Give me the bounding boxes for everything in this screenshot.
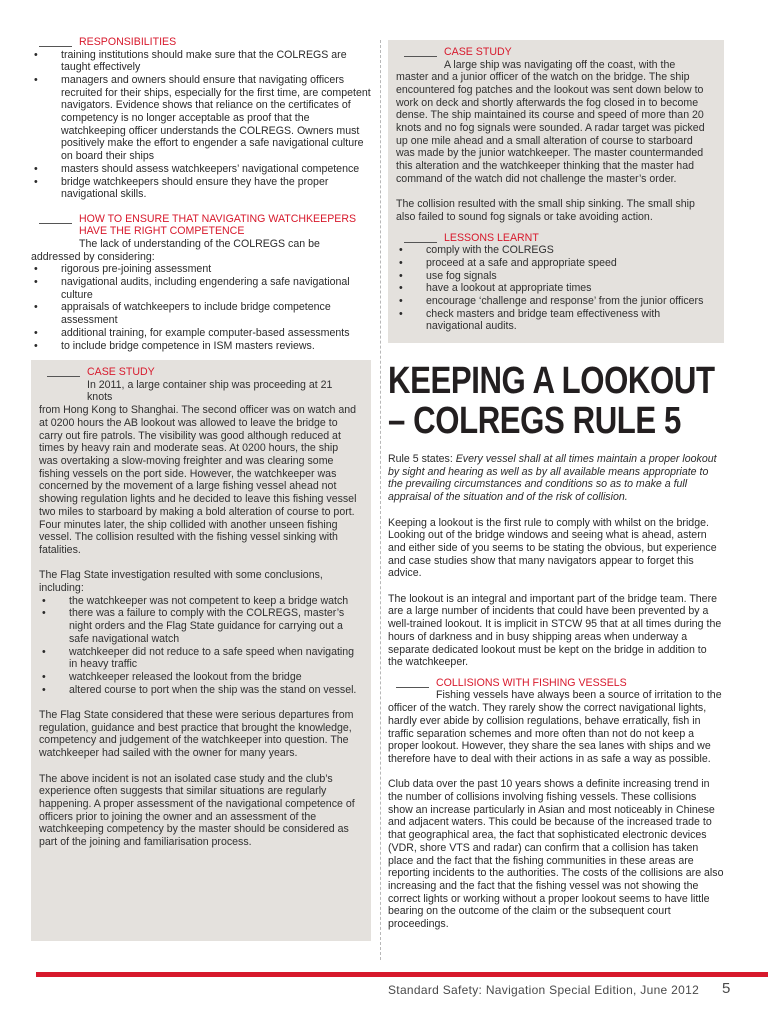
competence-list xyxy=(31,263,371,352)
rule5-paragraph xyxy=(388,453,724,504)
conclusions-list xyxy=(39,595,359,697)
case-study-para3: The Flag State considered that these were serious departures from regulation, guidance and best practice that brought the knowledge, competency and judgement of the watchkeeper into question. The watchkeeper had sailed with the owner for many years. xyxy=(39,709,354,760)
competence-intro-rest: addressed by considering: xyxy=(31,250,155,263)
lessons-heading: LESSONS LEARNT xyxy=(396,232,712,245)
case-study-box-left xyxy=(31,360,371,940)
case-study-para1: master and a junior officer of the watch on the bridge. The ship encountered fog patches and the lookout was sent down below to work on deck and shortly afterwards the fog closed in to become dense. The ship maintained its course and speed of more than 20 knots and no fog signals were sounded. A radar target was picked up one mile ahead and a small alteration of course to starboard was made by the junior watchkeeper. The master countermanded this alteration and the watchkeeper thinking that the master had command of the watch did not challenge the master’s order. xyxy=(396,71,705,185)
page-title-line1: KEEPING A LOOKOUT xyxy=(388,360,715,403)
responsibilities-heading: RESPONSIBILITIES xyxy=(31,36,371,49)
list-item: • there was a failure to comply with the COLREGS, master’s night orders and the Flag State guidance for carrying out a safe navigational watch xyxy=(39,607,359,645)
list-item: • masters should assess watchkeepers’ navigational competence xyxy=(31,163,371,176)
list-item: • watchkeeper did not reduce to a safe speed when navigating in heavy traffic xyxy=(39,646,359,671)
case-study-para1-first: In 2011, a large container ship was proceeding at 21 knots xyxy=(87,378,333,404)
rule5-lead: Rule 5 states: xyxy=(388,453,456,466)
case-study-para1: from Hong Kong to Shanghai. The second officer was on watch and at 0200 hours the AB lookout was allowed to leave the bridge to carry out fire patrols. The visibility was good although reduced at times by heavy rain and moderate seas. At 0200 hours, the ship was overtaking a slow-moving freighter and was clearing some fishing vessels on the port side. However, the watchkeeper was concerned by the movement of a large fishing vessel ahead not showing regulation lights and he decided to leave this fishing vessel two miles to starboard by making a bold alteration of course to port. Four minutes later, the ship collided with another unseen fishing vessel. The collision resulted with the fishing vessel sinking with fatalities. xyxy=(39,404,357,556)
lookout-para2: The lookout is an integral and important part of the bridge team. There are a large number of incidents that could have been prevented by a well-trained lookout. It is implicit in STCW 95 that at all times during the hours of darkness and in busy shipping areas when underway a separate dedicated lookout must be kept on the bridge in addition to the watchkeeper. xyxy=(388,592,722,669)
list-item: • check masters and bridge team effectiveness with navigational audits. xyxy=(396,308,712,333)
list-item: • have a lookout at appropriate times xyxy=(396,282,712,295)
page-number: 5 xyxy=(722,980,731,997)
lessons-list xyxy=(396,244,712,333)
case-study-para2: The Flag State investigation resulted with some conclusions, including: xyxy=(39,569,323,594)
list-item: • watchkeeper released the lookout from the bridge xyxy=(39,671,359,684)
case-study-para1-first: A large ship was navigating off the coast, with the xyxy=(444,58,676,71)
fishing-heading: COLLISIONS WITH FISHING VESSELS xyxy=(388,677,724,690)
list-item: • proceed at a safe and appropriate speed xyxy=(396,257,712,270)
page-title-line2: – COLREGS RULE 5 xyxy=(388,400,681,443)
list-item: • managers and owners should ensure that navigating officers recruited for their ships, especially for the first time, are competent navigators. Evidence shows that reliance on the certificates of competency is no longer acceptable as proof that the watchkeeping officer understands the COLREGS. Owners must positively make the effort to engender a safe navigational culture on board their ships xyxy=(31,74,371,163)
list-item: • navigational audits, including engendering a safe navigational culture xyxy=(31,276,371,301)
list-item: • bridge watchkeepers should ensure they have the proper navigational skills. xyxy=(31,176,371,201)
fishing-para2: Club data over the past 10 years shows a definite increasing trend in the number of collisions involving fishing vessels. These collisions show an increase particularly in Asian and most noticeably in Chinese and adjacent waters. This could be because of the increased trade to that geographical area, the fact that sophisticated electronic devices (VDR, shore VTS and radar) can confirm that a collision has taken place and the fact that the fishing communities in these areas are reporting incidents to the authorities. The costs of the collisions are also increasing and the fact that the fishing vessel was not showing the correct lights or working without a proper lookout seems to have little bearing on the outcome of the claim or the subsequent court proceedings. xyxy=(388,778,724,931)
list-item: • altered course to port when the ship was the stand on vessel. xyxy=(39,684,359,697)
list-item: • to include bridge competence in ISM masters reviews. xyxy=(31,340,371,353)
competence-heading: HOW TO ENSURE THAT NAVIGATING WATCHKEEPERS HAVE THE RIGHT COMPETENCE xyxy=(31,213,371,238)
footer-publication: Standard Safety: Navigation Special Edition, June 2012 xyxy=(388,983,700,997)
list-item: • comply with the COLREGS xyxy=(396,244,712,257)
case-study-para2: The collision resulted with the small ship sinking. The small ship also failed to sound fog signals or take avoiding action. xyxy=(396,198,695,223)
list-item: • appraisals of watchkeepers to include bridge competence assessment xyxy=(31,301,371,326)
footer-accent-bar xyxy=(36,972,768,977)
list-item: • use fog signals xyxy=(396,270,712,283)
responsibilities-list xyxy=(31,49,371,201)
case-study-para4: The above incident is not an isolated case study and the club’s experience often suggests that similar situations are regularly happening. A proper assessment of the navigational competence of officers prior to joining the owner and an assessment of the watchkeeping competency by the master should be considered as part of the joining and familiarisation process. xyxy=(39,772,355,849)
list-item: • the watchkeeper was not competent to keep a bridge watch xyxy=(39,595,359,608)
case-study-box-right xyxy=(388,40,724,343)
lookout-para1: Keeping a lookout is the first rule to comply with whilst on the bridge. Looking out of the bridge windows and seeing what is ahead, astern and either side of you seems to be stating the obvious, but experience and case studies show that many navigators appear to forget this advice. xyxy=(388,516,717,580)
rule5-quote: Every vessel shall at all times maintain a proper lookout by sight and hearing as well as by all available means appropriate to the prevailing circumstances and conditions so as to make a full appraisal of the situation and of the risk of collision. xyxy=(388,453,717,504)
case-study-heading: CASE STUDY xyxy=(396,46,712,59)
list-item: • additional training, for example computer-based assessments xyxy=(31,327,371,340)
fishing-para1: officer of the watch. They rarely show the correct navigational lights, hardly ever abide by collision regulations, behave erratically, fish in traffic separation schemes and more often than not do not keep a proper lookout. However, they share the sea lanes with ships and we therefore have to deal with their actions in as safe a way as possible. xyxy=(388,702,711,765)
list-item: • rigorous pre-joining assessment xyxy=(31,263,371,276)
fishing-para1-first: Fishing vessels have always been a source of irritation to the xyxy=(436,689,722,702)
left-column xyxy=(31,36,371,941)
list-item: • training institutions should make sure that the COLREGS are taught effectively xyxy=(31,49,371,74)
case-study-heading: CASE STUDY xyxy=(39,366,359,379)
right-column xyxy=(388,40,724,931)
column-divider xyxy=(380,40,381,960)
list-item: • encourage ‘challenge and response’ from the junior officers xyxy=(396,295,712,308)
competence-intro-first: The lack of understanding of the COLREGS can be xyxy=(79,237,320,250)
